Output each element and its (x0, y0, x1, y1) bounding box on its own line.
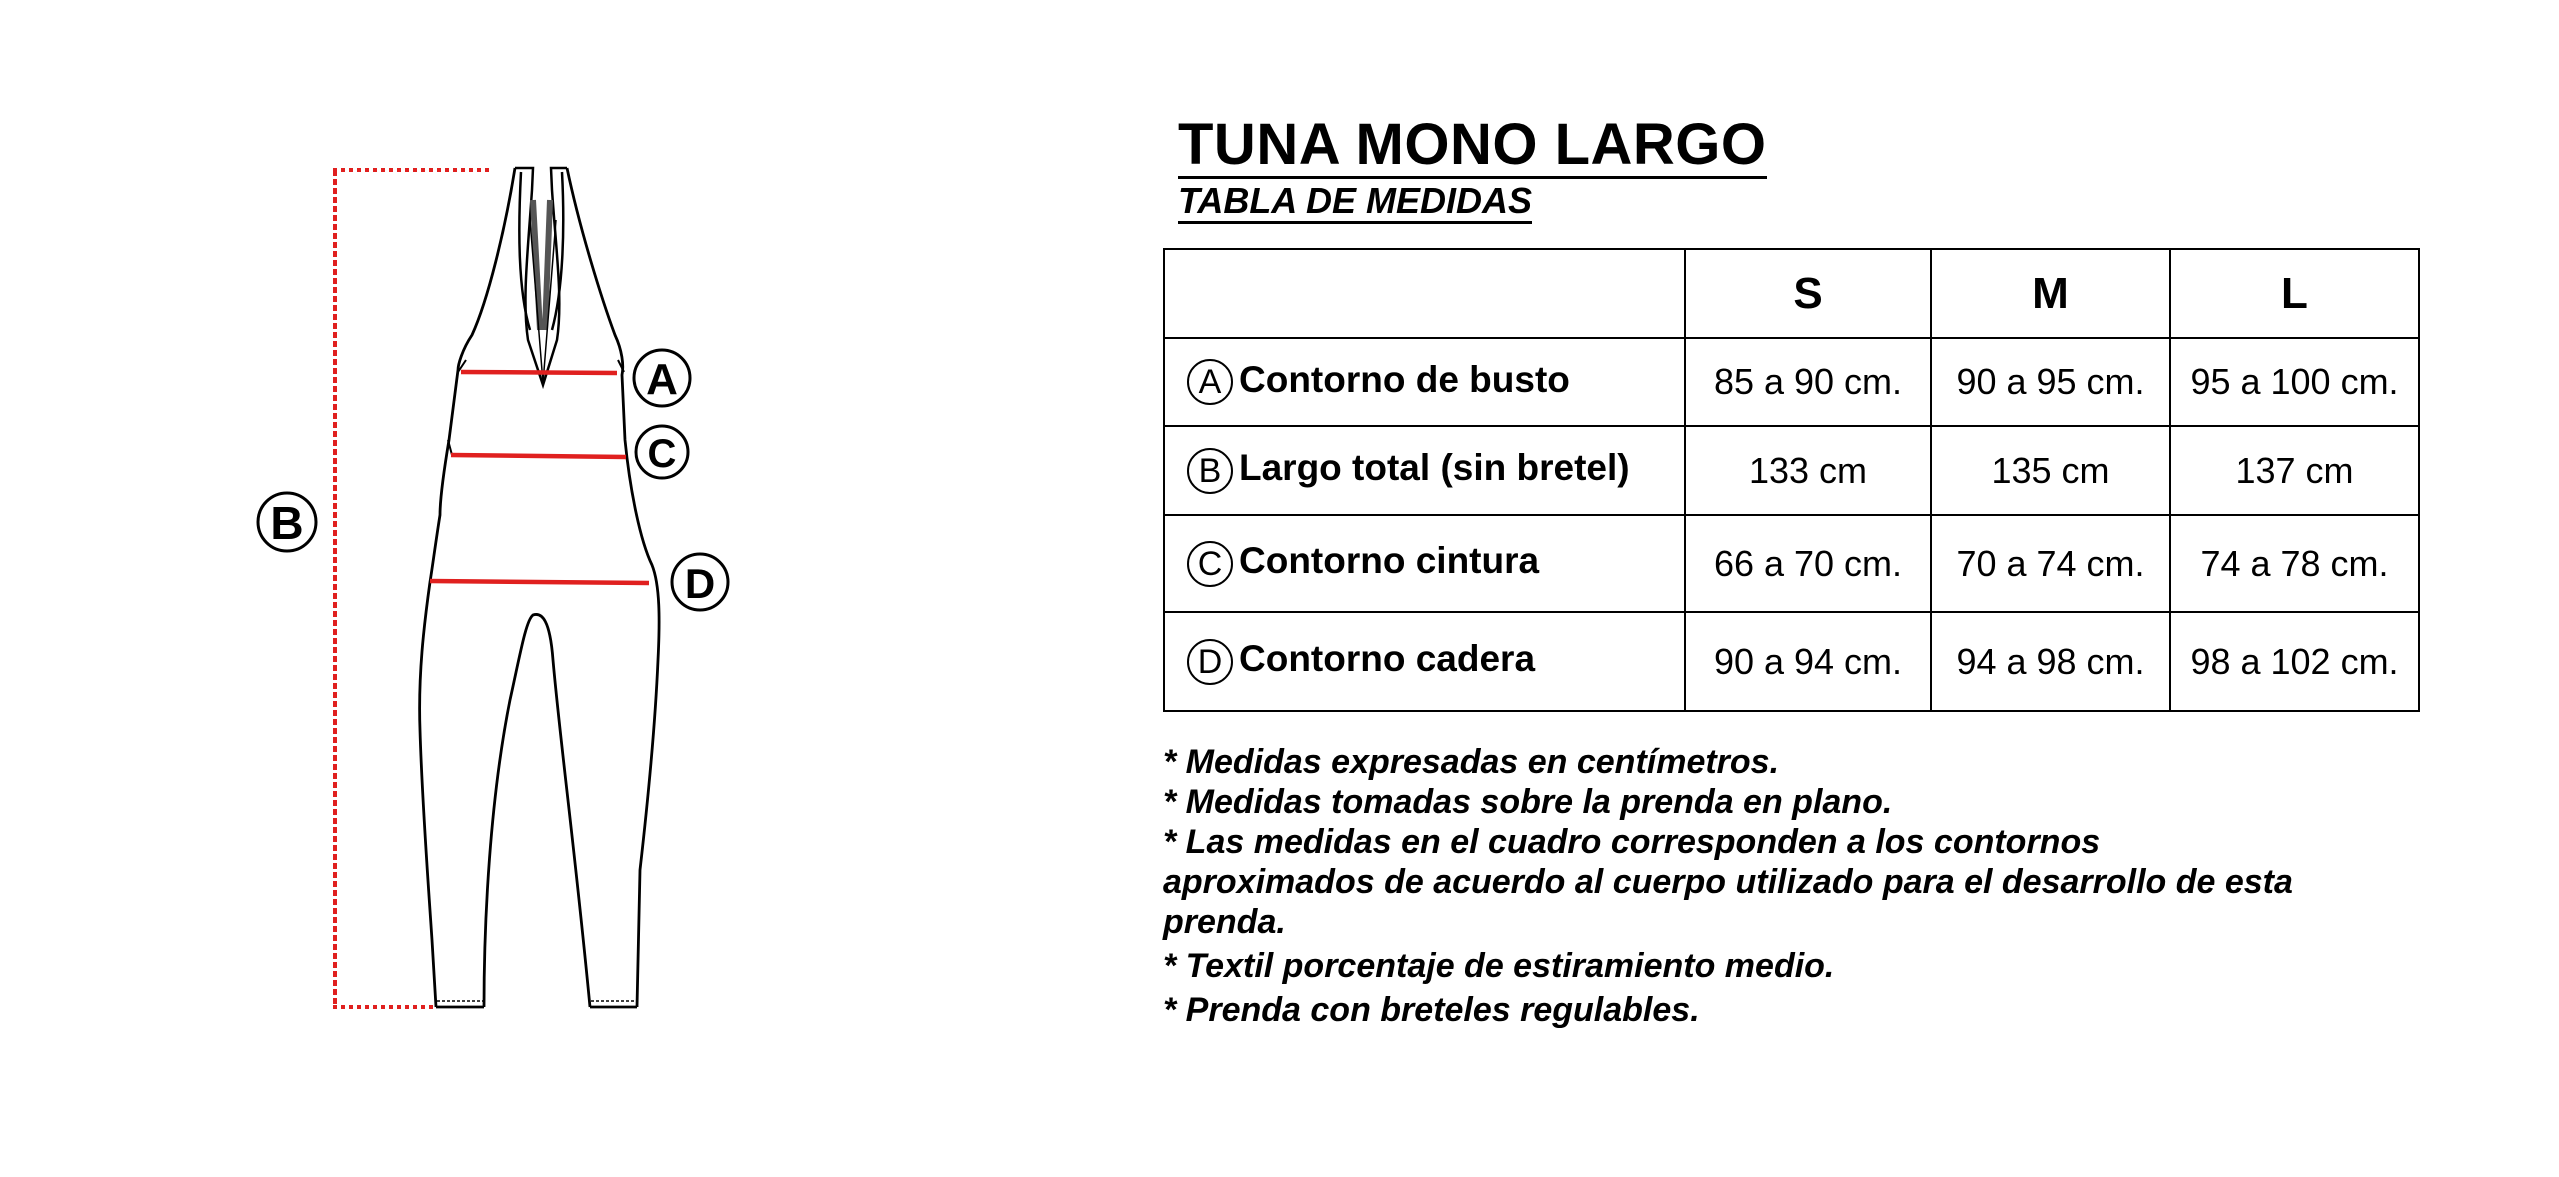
page-title: TUNA MONO LARGO (1178, 112, 1767, 177)
measure-name: Contorno de busto (1239, 358, 1570, 400)
table-cell: 90 a 94 cm. (1685, 612, 1931, 711)
letter-badge: D (1187, 639, 1233, 685)
length-guide (333, 170, 493, 1007)
halter-neckline (515, 168, 567, 385)
table-cell: 133 cm (1685, 426, 1931, 515)
callout-b (258, 493, 316, 551)
letter-badge: A (1187, 359, 1233, 405)
table-cell: 85 a 90 cm. (1685, 338, 1931, 426)
measure-lines (430, 372, 649, 583)
jumpsuit-diagram (0, 0, 1100, 1177)
table-cell: 94 a 98 cm. (1931, 612, 2170, 711)
size-header: M (1931, 249, 2170, 338)
svg-text:C: C (647, 432, 677, 476)
note-item: * Medidas tomadas sobre la prenda en plano. (1163, 783, 1893, 821)
note-item: * Prenda con breteles regulables. (1163, 991, 1700, 1029)
svg-text:D: D (684, 560, 716, 607)
measure-name: Contorno cadera (1239, 638, 1536, 680)
measure-name: Contorno cintura (1239, 540, 1540, 582)
size-header: L (2170, 249, 2419, 338)
letter-badge: B (1187, 448, 1233, 494)
table-cell: 70 a 74 cm. (1931, 515, 2170, 612)
measure-name: Largo total (sin bretel) (1239, 447, 1630, 489)
size-header: S (1685, 249, 1931, 338)
svg-text:A: A (646, 355, 678, 404)
size-chart-table (1163, 248, 2420, 712)
table-cell: 137 cm (2170, 426, 2419, 515)
header-empty (1164, 249, 1685, 338)
hip-line (430, 581, 649, 583)
table-row (1164, 612, 2419, 711)
table-subtitle: TABLA DE MEDIDAS (1178, 183, 1532, 224)
row-label (1164, 426, 1685, 515)
bust-line (461, 372, 617, 373)
notes-block (1163, 742, 2313, 1030)
row-label (1164, 612, 1685, 711)
table-header-row (1164, 249, 2419, 338)
row-label (1164, 338, 1685, 426)
waist-line (451, 455, 626, 457)
callout-d (672, 554, 728, 610)
note-item: * Las medidas en el cuadro corresponden a los contornos aproximados de acuerdo al cuerpo utilizado para el desarrollo de esta prenda. (1163, 823, 2293, 941)
table-cell: 135 cm (1931, 426, 2170, 515)
table-cell: 90 a 95 cm. (1931, 338, 2170, 426)
svg-text:B: B (270, 497, 304, 549)
table-row (1164, 426, 2419, 515)
table-cell: 66 a 70 cm. (1685, 515, 1931, 612)
table-cell: 98 a 102 cm. (2170, 612, 2419, 711)
row-label (1164, 515, 1685, 612)
callout-c (636, 426, 688, 478)
callout-a (634, 350, 690, 406)
table-row (1164, 338, 2419, 426)
table-cell: 74 a 78 cm. (2170, 515, 2419, 612)
note-item: * Textil porcentaje de estiramiento medio. (1163, 947, 1835, 985)
letter-badge: C (1187, 541, 1233, 587)
table-cell: 95 a 100 cm. (2170, 338, 2419, 426)
table-row (1164, 515, 2419, 612)
note-item: * Medidas expresadas en centímetros. (1163, 743, 1780, 781)
